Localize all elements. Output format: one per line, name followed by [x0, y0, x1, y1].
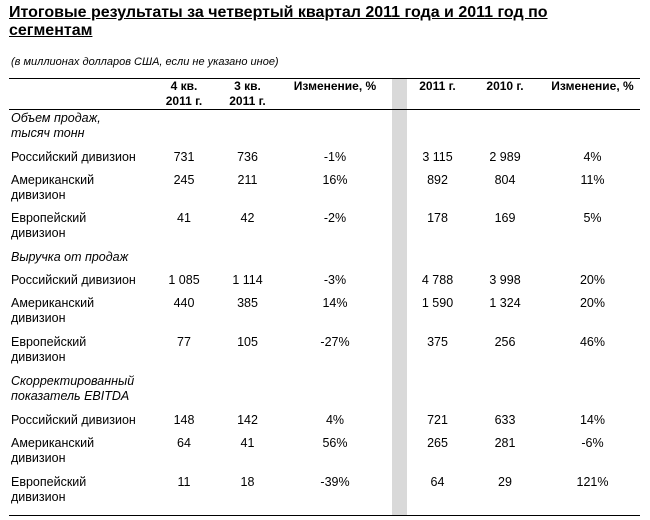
header-year-2010: 2010 г.	[486, 79, 524, 93]
value-q4: 64	[177, 436, 191, 450]
value-2011: 265	[427, 436, 448, 450]
value-change-quarter: 14%	[322, 296, 348, 310]
value-2011: 4 788	[421, 273, 454, 287]
document-title: Итоговые результаты за четвертый квартал 2011 года и 2011 год по сегментам	[9, 4, 548, 39]
value-q3: 41	[240, 436, 255, 450]
value-q3: 211	[237, 173, 258, 187]
header-year-2011: 2011 г.	[419, 79, 456, 93]
value-change-quarter: 56%	[322, 436, 348, 450]
row-label: Российский дивизион	[11, 273, 136, 287]
value-change-year: 14%	[579, 413, 606, 427]
header-q4-2011: 4 кв. 2011 г.	[165, 79, 203, 108]
value-change-year: 20%	[579, 273, 606, 287]
value-q3: 385	[237, 296, 258, 310]
value-q4: 731	[173, 150, 195, 164]
value-q4: 148	[173, 413, 195, 427]
row-label: Американский дивизион	[11, 436, 95, 465]
table-bottom-rule	[9, 515, 640, 516]
value-change-quarter: -3%	[323, 273, 347, 287]
value-q4: 1 085	[168, 273, 200, 287]
value-2010: 633	[494, 413, 516, 427]
value-2010: 804	[494, 173, 516, 187]
value-2010: 169	[494, 211, 516, 225]
value-2010: 256	[494, 335, 516, 349]
value-2011: 892	[427, 173, 448, 187]
value-q3: 105	[237, 335, 258, 349]
row-label: Европейский дивизион	[11, 475, 87, 504]
value-2011: 375	[427, 335, 448, 349]
value-change-quarter: -2%	[323, 211, 347, 225]
value-change-quarter: -27%	[320, 335, 350, 349]
value-change-year: 4%	[583, 150, 602, 164]
value-2010: 281	[494, 436, 516, 450]
section-title-sales-volume: Объем продаж, тысяч тонн	[11, 111, 101, 140]
value-q4: 41	[177, 211, 191, 225]
value-change-year: 5%	[583, 211, 602, 225]
units-note: (в миллионах долларов США, если не указано иное)	[11, 56, 279, 68]
value-q4: 11	[177, 475, 191, 489]
value-q4: 440	[173, 296, 195, 310]
row-label: Российский дивизион	[11, 413, 136, 427]
row-label: Европейский дивизион	[11, 211, 87, 240]
header-change-quarter: Изменение, %	[293, 79, 377, 93]
value-2010: 29	[498, 475, 512, 489]
value-change-year: 11%	[580, 173, 605, 187]
value-change-year: 46%	[579, 335, 606, 349]
value-q4: 77	[177, 335, 191, 349]
value-2011: 1 590	[421, 296, 454, 310]
header-bottom-rule	[9, 109, 640, 110]
value-2010: 2 989	[489, 150, 521, 164]
row-label: Европейский дивизион	[11, 335, 87, 364]
row-label: Американский дивизион	[11, 173, 95, 202]
value-q3: 142	[237, 413, 258, 427]
header-change-year: Изменение, %	[551, 79, 634, 93]
row-label: Российский дивизион	[11, 150, 136, 164]
value-2011: 3 115	[422, 150, 453, 164]
section-title-revenue: Выручка от продаж	[11, 250, 129, 264]
value-change-quarter: 16%	[322, 173, 348, 187]
header-q3-2011: 3 кв. 2011 г.	[229, 79, 266, 108]
value-q3: 736	[237, 150, 258, 164]
value-q3: 1 114	[232, 273, 263, 287]
value-change-year: 20%	[579, 296, 606, 310]
value-change-year: 121%	[576, 475, 609, 489]
value-2010: 3 998	[489, 273, 521, 287]
value-q4: 245	[173, 173, 195, 187]
section-title-adjusted-ebitda: Скорректированный показатель EBITDA	[11, 374, 135, 403]
value-q3: 18	[240, 475, 255, 489]
value-2011: 64	[430, 475, 445, 489]
column-separator-band	[392, 78, 407, 516]
value-change-quarter: -39%	[320, 475, 350, 489]
value-q3: 42	[240, 211, 255, 225]
value-2010: 1 324	[489, 296, 521, 310]
value-change-quarter: -1%	[323, 150, 347, 164]
value-2011: 178	[427, 211, 448, 225]
value-change-quarter: 4%	[325, 413, 345, 427]
value-2011: 721	[427, 413, 448, 427]
value-change-year: -6%	[581, 436, 604, 450]
row-label: Американский дивизион	[11, 296, 95, 325]
